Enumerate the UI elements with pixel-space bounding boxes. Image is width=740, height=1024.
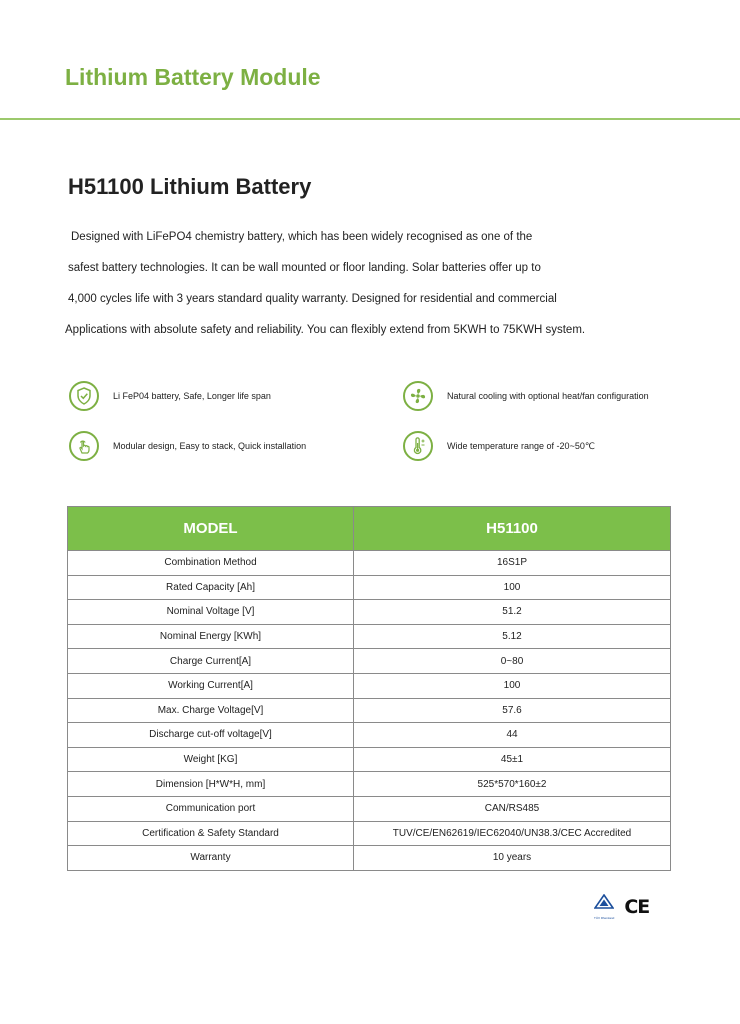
tuv-caption: TÜV Rheinland	[594, 916, 615, 920]
spec-value: 51.2	[354, 600, 671, 625]
spec-label: Nominal Voltage [V]	[68, 600, 354, 625]
description-line-4: Applications with absolute safety and reliability. You can flexibly extend from 5KWH to 75KWH system.	[65, 324, 586, 336]
header-divider	[0, 118, 740, 120]
feature-temperature	[403, 431, 595, 461]
certification-marks	[594, 894, 649, 920]
feature-text: Li FeP04 battery, Safe, Longer life span	[113, 391, 271, 401]
table-row	[68, 551, 671, 576]
description-line-3: 4,000 cycles life with 3 years standard quality warranty. Designed for residential and commercial	[68, 293, 557, 305]
spec-value: 5.12	[354, 624, 671, 649]
spec-value: 57.6	[354, 698, 671, 723]
description-line-2: safest battery technologies. It can be wall mounted or floor landing. Solar batteries offer up to	[68, 262, 541, 274]
spec-label: Weight [KG]	[68, 747, 354, 772]
feature-cooling	[403, 381, 649, 411]
spec-label: Combination Method	[68, 551, 354, 576]
page-header-title: Lithium Battery Module	[65, 64, 321, 90]
table-row	[68, 575, 671, 600]
table-row	[68, 723, 671, 748]
table-row	[68, 772, 671, 797]
table-row	[68, 673, 671, 698]
spec-table	[67, 506, 671, 871]
spec-label: Discharge cut-off voltage[V]	[68, 723, 354, 748]
tuv-triangle-icon	[594, 894, 614, 915]
spec-label: Max. Charge Voltage[V]	[68, 698, 354, 723]
table-row	[68, 796, 671, 821]
table-row	[68, 600, 671, 625]
spec-value: 100	[354, 673, 671, 698]
table-row	[68, 698, 671, 723]
spec-label: Warranty	[68, 846, 354, 871]
table-row	[68, 624, 671, 649]
spec-label: Nominal Energy [KWh]	[68, 624, 354, 649]
spec-value: TUV/CE/EN62619/IEC62040/UN38.3/CEC Accredited	[354, 821, 671, 846]
shield-check-icon	[69, 381, 99, 411]
spec-value: 100	[354, 575, 671, 600]
spec-table-header-row	[68, 507, 671, 551]
spec-value: 44	[354, 723, 671, 748]
spec-label: Charge Current[A]	[68, 649, 354, 674]
feature-safety	[69, 381, 271, 411]
model-value-header: H51100	[354, 507, 671, 551]
thermometer-icon	[403, 431, 433, 461]
table-row	[68, 846, 671, 871]
fan-icon	[403, 381, 433, 411]
spec-value: 525*570*160±2	[354, 772, 671, 797]
spec-label: Rated Capacity [Ah]	[68, 575, 354, 600]
table-row	[68, 747, 671, 772]
spec-label: Dimension [H*W*H, mm]	[68, 772, 354, 797]
spec-value: CAN/RS485	[354, 796, 671, 821]
table-row	[68, 649, 671, 674]
spec-value: 45±1	[354, 747, 671, 772]
feature-modular	[69, 431, 306, 461]
spec-label: Certification & Safety Standard	[68, 821, 354, 846]
description-line-1: Designed with LiFePO4 chemistry battery, which has been widely recognised as one of the	[71, 231, 533, 243]
touch-hand-icon	[69, 431, 99, 461]
feature-text: Natural cooling with optional heat/fan configuration	[447, 391, 649, 401]
table-row	[68, 821, 671, 846]
spec-value: 10 years	[354, 846, 671, 871]
feature-text: Modular design, Easy to stack, Quick installation	[113, 441, 307, 451]
product-title: H51100 Lithium Battery	[68, 174, 312, 199]
spec-value: 16S1P	[354, 551, 671, 576]
spec-label: Working Current[A]	[68, 673, 354, 698]
feature-text: Wide temperature range of -20~50℃	[447, 440, 595, 451]
spec-label: Communication port	[68, 796, 354, 821]
spec-value: 0~80	[354, 649, 671, 674]
tuv-mark	[594, 894, 614, 920]
ce-mark: CE	[624, 896, 650, 918]
model-header: MODEL	[68, 507, 354, 551]
